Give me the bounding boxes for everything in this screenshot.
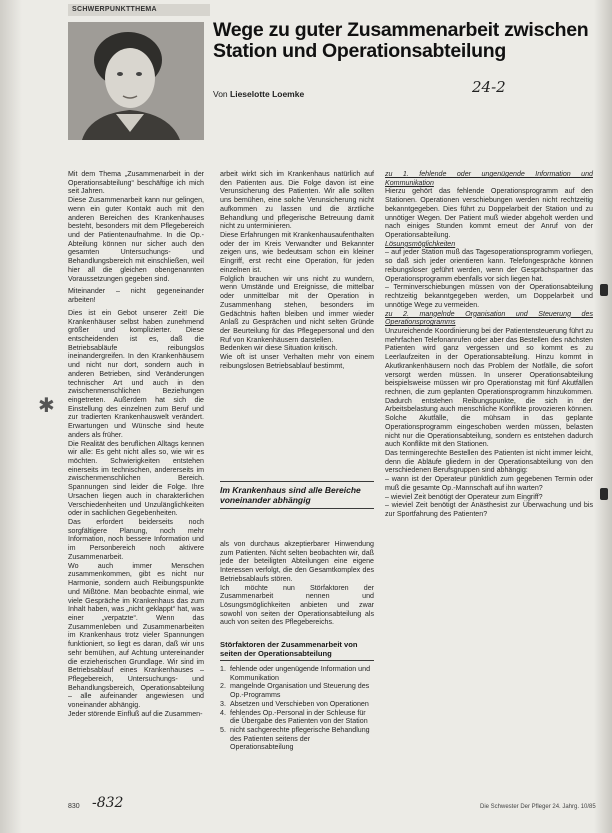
page-number: 830 (68, 803, 80, 810)
paragraph: Diese Zusammenarbeit kann nur gelingen, wenn ein guter Kontakt auch mit den anderen Bereichen des Krankenhauses besteht, besonders mit dem Pflegebereich und der Patientenaufnahme. In die Op.-Abteilung können nur sicher auch den gesamten Untersuchungs- und Behandlungsbereich mit einschließen, weil hier all die gleichen obengenannten Voraussetzungen gegeben sind. (68, 196, 204, 283)
byline-prefix: Von (213, 89, 228, 99)
paragraph: – wieviel Zeit benötigt der Anästhesist zur Überwachung und bis zur Sportfahrung des Patienten? (385, 501, 593, 519)
paragraph: – Terminverschiebungen müssen von der Operationsabteilung rechtzeitig bekanntgegeben werden, um Doppelarbeit und unnötige Wege zu vermeiden. (385, 283, 593, 309)
list-item (220, 726, 374, 752)
page-edge-shadow (0, 0, 22, 833)
page-edge-shadow-right (594, 0, 612, 833)
list-number: 1. (220, 665, 226, 673)
paragraph: Diese Erfahrungen mit Krankenhausaufenthalten oder der im Kreis Verwandter und Bekannter zeigen uns, wie bedeutsam schon ein kleiner Eingriff, erst recht eine Operation, für jeden einzelnen ist. (220, 231, 374, 274)
paragraph: Das termingerechte Bestellen des Patienten ist nicht immer leicht, denn die Abläufe gliedern in der Operationsabteilung von den verschiedenen Berufsgruppen sind abhängig: (385, 449, 593, 475)
article-title: Wege zu guter Zusammenarbeit zwischen Station und Operationsabteilung (213, 19, 589, 62)
handwritten-reference: 24-2 (472, 78, 506, 96)
page-tab-mark (600, 284, 608, 296)
paragraph: Mit dem Thema „Zusammenarbeit in der Operationsabteilung“ beschäftige ich mich seit Jahren. (68, 170, 204, 196)
list-text: Absetzen und Verschieben von Operationen (230, 699, 369, 708)
subheading: zu 2. mangelnde Organisation und Steuerung des Operationsprogramms (385, 309, 593, 327)
paragraph: arbeit wirkt sich im Krankenhaus natürlich auf den Patienten aus. Die Folge davon ist eine Verunsicherung des Patienten. Wir alle sollten uns bemühen, eine solche Verunsicherung nicht aufkommen zu lassen und die ärztliche Behandlung und pflegerische Betreuung damit nicht zu unterminieren. (220, 170, 374, 231)
column-2-top (220, 170, 374, 371)
list-text: fehlendes Op.-Personal in der Schleuse für die Übergabe des Patienten von der Station (230, 708, 368, 726)
column-1 (68, 170, 204, 719)
list-number: 3. (220, 699, 226, 708)
paragraph: Unzureichende Koordinierung bei der Patientensteuerung führt zu mehrfachen Telefonanrufen oder aber das Bestellen des nächsten Patienten wird ganz vergessen und so kommt es zu Leerlaufzeiten in der Operationsabteilung. Hinzu kommt in Akutkrankenhäusern noch das Problem der Notfälle, die sofort versorgt werden müssen. In unserer Operationsabteilung beispielsweise müssen wir pro Operationstag mit fünf Akutfällen rechnen, die zum geplanten Operationsprogramm hinzukommen. Dadurch entstehen Reibungspunkte, die sich in der Arbeitsbelastung auch menschliche Konflikte provozieren können. Solche Akutfälle, die mühsam in das geplante Operationsprogramm eingeschoben werden müssen, belasten nicht nur die Operationsabteilung, sondern es entstehen dadurch auch Konflikte mit den Stationen. (385, 326, 593, 449)
list-number: 2. (220, 682, 226, 691)
list-text: mangelnde Organisation und Steuerung des Op.-Programms (230, 682, 370, 700)
subheading: Miteinander – nicht gegeneinander arbeiten! (68, 287, 204, 305)
paragraph: – wieviel Zeit benötigt der Operateur zum Eingriff? (385, 492, 543, 501)
author-name: Lieselotte Loemke (230, 89, 305, 99)
list-text: fehlende oder ungenügende Information und Kommunikation (230, 665, 371, 682)
paragraph: Hierzu gehört das fehlende Operationsprogramm auf den Stationen. Operationen verschiebungen werden nicht rechtzeitig bekanntgegeben. Dies führt zu Doppelarbeit der Station und zu unnötiger Wegen. Der Patient muß wieder abgeholt werden und nach einiges Stunden kommt erneut der Anruf von der Operationsabteilung. (385, 187, 593, 240)
handwritten-page-number: -832 (92, 795, 124, 811)
column-3 (385, 170, 593, 519)
paragraph: Das erfordert beiderseits noch sorgfältigere Planung, noch mehr Information, noch bessere Information und im Personbereich noch aktivere Zusammenarbeit. (68, 518, 204, 561)
numbered-list (220, 665, 374, 752)
pull-quote: Im Krankenhaus sind alle Bereiche voneinander abhängig (220, 485, 361, 505)
paragraph: Wo auch immer Menschen zusammenkommen, gibt es nicht nur Harmonie, sondern auch Reibungspunkte und Mißtöne. Man beobachte einmal, wie viele Gespräche im Krankenhaus das zum Inhalt haben, was „nicht geklappt“ hat, was einer „verpatzte“. Wenn das Zusammenleben und Zusammenarbeiten im Krankenhaus trotz vieler Spannungen funktioniert, so liegt es daran, daß wir uns sehr bemühen, auf Achtung untereinander die erzieherischen Grundlage. Wir sind im Betriebsablauf eines Krankenhauses – Pflegebereich, Untersuchungs- und Behandlungsbereich, Operationsabteilung – alle aufeinander angewiesen und voneinander abhängig. (68, 561, 204, 710)
paragraph: Die Realität des beruflichen Alltags kennen wir alle: Es geht nicht alles so, wie wir es möchten. Schwierigkeiten entstehen einerseits im technischen, andererseits im zwischenmenschlichen Bereich. Spannungen sind leider die Folge. Ihre Ursachen liegen auch in charakterlichen Verschiedenheiten und Unzulänglichkeiten oder in sachlichen Gegebenheiten. (68, 439, 204, 518)
page-tab-mark (600, 488, 608, 500)
list-number: 4. (220, 708, 226, 717)
paragraph: als von durchaus akzeptierbarer Hinwendung zum Patienten. Nicht selten beobachten wir, daß jede der beteiligten Abteilungen eine eigene Interessen verfolgt, die den Gesamtkomplex des Betriebsablaufs stören. (220, 540, 374, 583)
source-line: Die Schwester Der Pfleger 24. Jahrg. 10/85 (480, 804, 596, 810)
column-2-bottom (220, 540, 374, 627)
portrait-image (68, 22, 204, 140)
byline (213, 89, 304, 99)
section-tag: SCHWERPUNKTTHEMA (68, 4, 210, 16)
author-portrait (68, 22, 204, 140)
list-item (220, 700, 374, 709)
list-text: nicht sachgerechte pflegerische Behandlung des Patienten seitens der Operationsabteilung (230, 726, 370, 752)
list-number: 5. (220, 726, 226, 735)
paragraph: Dies ist ein Gebot unserer Zeit! Die Krankenhäuser selbst haben zunehmend größer und komplizierter. Diese entscheidenden ist es, daß die Betriebsabläufe reibungslos ineinandergreifen. In den Krankenhäusern und nicht nur dort, sondern auch in anderen Betrieben, sind Veränderungen technischer Art und auch in den zwischenmenschlichen Beziehungen eingetreten. Außerdem hat sich die Einstellung des einzelnen zum Beruf und zur tradierten Krankenhauswelt verändert. Erwartungen und Wünsche sind heute anders als früher. (68, 308, 204, 439)
paragraph: Bedenken wir diese Situation kritisch. (220, 344, 338, 353)
subheading: Lösungsmöglichkeiten (385, 239, 456, 248)
paragraph: Wie oft ist unser Verhalten mehr von einem reibungslosen Betriebsablauf bestimmt, (220, 353, 374, 370)
paragraph: – wann ist der Operateur pünktlich zum gegebenen Termin oder muß die gesamte Op.-Mannschaft auf ihn warten? (385, 475, 593, 492)
hole-punch-mark: ✱ (38, 395, 55, 417)
list-heading: Störfaktoren der Zusammenarbeit von seiten der Operationsabteilung (220, 640, 358, 658)
paragraph: Ich möchte nun Störfaktoren der Zusammenarbeit nennen und Lösungsmöglichkeiten anbieten und zwar sowohl von seiten der Operationsabteilung als auch von seiten des Pflegebereichs. (220, 583, 374, 627)
callout-rule-top (220, 481, 374, 482)
callout-rule-bottom (220, 508, 374, 509)
list-item (220, 665, 374, 682)
subheading: zu 1. fehlende oder ungenügende Information und Kommunikation (385, 170, 593, 187)
list-item (220, 682, 374, 699)
paragraph: Jeder störende Einfluß auf die Zusammen- (68, 709, 203, 718)
list-rule (220, 660, 374, 661)
list-item (220, 709, 374, 726)
paragraph: Folglich brauchen wir uns nicht zu wundern, wenn Umstände und Ereignisse, die mittelbar oder unmittelbar mit der Operation in Zusammenhang stehen, besonders im Gedächtnis haften bleiben und immer wieder Anlaß zu Gesprächen und nicht selten Gründe der Beurteilung für das Pflegepersonal und den Ruf von Krankenhäusern darstellen. (220, 274, 374, 344)
paragraph: – auf jeder Station muß das Tagesoperationsprogramm vorliegen, so daß sich jeder orientieren kann. Telefongespräche können reibungsloser geführt werden, wenn der Gesprächspartner das Operationsprogramm ebenfalls vor sich liegen hat. (385, 248, 593, 283)
